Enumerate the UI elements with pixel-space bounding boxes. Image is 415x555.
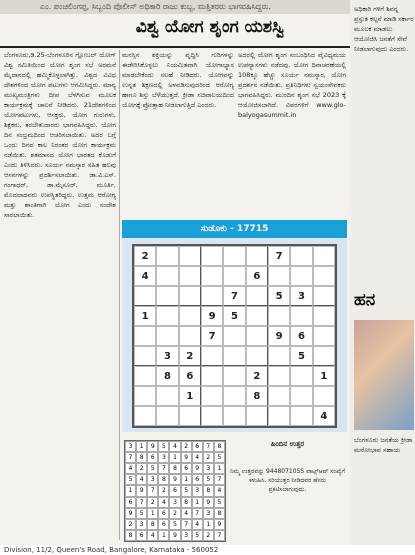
- solution-cell: 3: [181, 530, 192, 541]
- sudoku-cell: 6: [246, 266, 268, 286]
- solution-cell: 4: [169, 441, 180, 452]
- sudoku-cell: 5: [290, 346, 312, 366]
- solution-cell: 2: [125, 519, 136, 530]
- sudoku-cell: [156, 306, 178, 326]
- right-headline: ಹನ: [354, 290, 376, 310]
- solution-cell: 9: [169, 530, 180, 541]
- sudoku-cell: 3: [156, 346, 178, 366]
- solution-cell: 8: [169, 463, 180, 474]
- sudoku-cell: [313, 346, 335, 366]
- solution-cell: 8: [214, 508, 225, 519]
- solution-cell: 3: [147, 474, 158, 485]
- solution-cell: 9: [136, 485, 147, 496]
- solution-cell: 3: [158, 452, 169, 463]
- sudoku-cell: [313, 266, 335, 286]
- sudoku-cell: 7: [268, 246, 290, 266]
- solution-grid: [124, 440, 226, 542]
- solution-cell: 5: [214, 497, 225, 508]
- sudoku-cell: [179, 266, 201, 286]
- sudoku-cell: 2: [179, 346, 201, 366]
- sudoku-cell: [268, 266, 290, 286]
- solution-cell: 9: [169, 474, 180, 485]
- solution-cell: 9: [147, 441, 158, 452]
- sudoku-cell: [290, 366, 312, 386]
- solution-cell: 2: [158, 485, 169, 496]
- sudoku-cell: 1: [313, 366, 335, 386]
- sudoku-cell: [313, 306, 335, 326]
- solution-cell: 6: [169, 485, 180, 496]
- solution-cell: 6: [147, 452, 158, 463]
- sudoku-cell: [223, 386, 245, 406]
- solution-cell: 2: [169, 508, 180, 519]
- right-photo: [354, 320, 414, 430]
- solution-cell: 7: [147, 485, 158, 496]
- solution-cell: 1: [136, 441, 147, 452]
- solution-cell: 3: [169, 497, 180, 508]
- sudoku-cell: [223, 366, 245, 386]
- solution-cell: 8: [203, 485, 214, 496]
- solution-cell: 4: [192, 452, 203, 463]
- sudoku-cell: [134, 366, 156, 386]
- solution-cell: 4: [136, 474, 147, 485]
- solution-cell: 6: [136, 530, 147, 541]
- sudoku-cell: 6: [290, 326, 312, 346]
- sudoku-cell: 3: [290, 286, 312, 306]
- solution-cell: 2: [181, 441, 192, 452]
- solution-cell: 1: [214, 463, 225, 474]
- sudoku-cell: [179, 306, 201, 326]
- solution-cell: 9: [125, 508, 136, 519]
- sudoku-cell: [290, 246, 312, 266]
- sudoku-cell: [268, 306, 290, 326]
- article-column-3: ಅದರಲ್ಲಿ ಯೋಗ ಶೃಂಗ ಸಂಬಂಧಿಸಿದ ವೈವಿಧ್ಯಮಯ ಉಪನ್ಯಾಸಗಳು ನಡೆದವು. ಯೋಗ ದಿನಾಚರಣೆಯಲ್ಲಿ 108ಕ್ಕೂ ಹೆಚ್ಚು ಸೂರ್ಯ ನಮಸ್ಕಾರ, ಯೋಗ ಪ್ರದರ್ಶನ ನಡೆಯಿತು. ಪ್ರತಿನಿಧಿಗಳು ಸ್ವಯಂಸೇವಕರು ಭಾಗವಹಿಸಿದ್ದರು. ಮುಂದಿನ ಶೃಂಗ ಸಭೆ 2023 ಕ್ಕೆ ಆಯೋಜಿಸಲಾಗಿದೆ. ವಿವರಗಳಿಗೆ www.glo-balyogasummit.in: [238, 51, 346, 119]
- solution-cell: 9: [181, 452, 192, 463]
- solution-cell: 2: [203, 452, 214, 463]
- sudoku-cell: 9: [268, 326, 290, 346]
- sudoku-cell: [201, 406, 223, 426]
- solution-cell: 5: [192, 530, 203, 541]
- solution-cell: 9: [203, 497, 214, 508]
- sudoku-cell: [313, 386, 335, 406]
- address-footer: Division, 11/2, Queen's Road, Bangalore, Karnataka - 560052: [0, 545, 415, 555]
- solution-cell: 4: [192, 519, 203, 530]
- sudoku-cell: 7: [223, 286, 245, 306]
- solution-cell: 7: [203, 441, 214, 452]
- sudoku-cell: [156, 246, 178, 266]
- sudoku-cell: [290, 406, 312, 426]
- sudoku-cell: [313, 326, 335, 346]
- solution-cell: 7: [214, 530, 225, 541]
- solution-cell: 6: [181, 463, 192, 474]
- sudoku-cell: [134, 326, 156, 346]
- sudoku-cell: [290, 306, 312, 326]
- sudoku-cell: [223, 326, 245, 346]
- right-column-strip: [350, 0, 415, 545]
- solution-cell: 5: [136, 508, 147, 519]
- column-divider: [119, 50, 120, 540]
- sudoku-cell: [246, 306, 268, 326]
- solution-cell: 9: [192, 463, 203, 474]
- sudoku-cell: [201, 346, 223, 366]
- solution-notes: [230, 440, 345, 540]
- sudoku-cell: [201, 366, 223, 386]
- sudoku-cell: 1: [134, 306, 156, 326]
- sudoku-cell: 9: [201, 306, 223, 326]
- sudoku-cell: [134, 346, 156, 366]
- solution-cell: 8: [125, 530, 136, 541]
- solution-cell: 4: [147, 530, 158, 541]
- top-caption: ಎಂ. ಪಂಚಲಿಂಗಪ್ಪ, ಸಿಬ್ಬಂದಿ ಪೊಲೀಸ್ ಅಧಿಕಾರಿ ರಾಜು ಕುಬ್ಬ, ಮತ್ತಿತರರು ಭಾಗವಹಿಸಿದ್ದರು.: [0, 0, 350, 14]
- sudoku-cell: [268, 346, 290, 366]
- solution-cell: 7: [181, 519, 192, 530]
- sudoku-cell: [179, 326, 201, 346]
- sudoku-cell: 6: [179, 366, 201, 386]
- solution-cell: 5: [158, 441, 169, 452]
- solution-cell: 1: [158, 530, 169, 541]
- sudoku-cell: [223, 406, 245, 426]
- solution-cell: 7: [192, 508, 203, 519]
- sudoku-cell: [246, 326, 268, 346]
- solution-cell: 5: [181, 485, 192, 496]
- solution-cell: 3: [203, 463, 214, 474]
- solution-note: ನಿಮ್ಮ ಉತ್ತರವನ್ನು 9448071055 ವಾಟ್ಸ್ಆಪ್ ಸಂಖ್ಯೆಗೆ ಕಳುಹಿಸಿ. ಸರಿಯುತ್ತರ ನೀಡಿದವರ ಹೆಸರು ಪ್ರಕಟಿಸಲಾಗುವುದು.: [230, 468, 345, 493]
- right-text-top: ಅಧಿಕಾರಿ ಗಳಿಗೆ ಶಿವನ್ನ ಪ್ರಸ್ತುತ ಕಲ್ಪನೆ ಮಾಡಿ ಸರ್ಕಾರ ಮೂಲಕ ಮಾಡಲು ಆಯೋಜಿಸಿ ಜನತೆಗೆ ಸೇವೆ ನೀಡಲಾಗುವುದು ಎಂದರು.: [354, 5, 414, 53]
- solution-cell: 2: [203, 530, 214, 541]
- solution-cell: 1: [203, 519, 214, 530]
- sudoku-cell: 1: [179, 386, 201, 406]
- solution-cell: 7: [158, 463, 169, 474]
- solution-cell: 5: [125, 474, 136, 485]
- solution-cell: 2: [136, 463, 147, 474]
- sudoku-cell: [268, 366, 290, 386]
- solution-cell: 1: [169, 452, 180, 463]
- solution-cell: 5: [203, 474, 214, 485]
- solution-cell: 8: [147, 519, 158, 530]
- sudoku-cell: [156, 266, 178, 286]
- sudoku-cell: [268, 386, 290, 406]
- solution-cell: 4: [214, 485, 225, 496]
- sudoku-grid: [132, 244, 337, 428]
- sudoku-cell: [201, 286, 223, 306]
- solution-cell: 3: [125, 441, 136, 452]
- article-headline: ವಿಶ್ವ ಯೋಗ ಶೃಂಗ ಯಶಸ್ವಿ: [135, 17, 285, 37]
- sudoku-cell: [290, 386, 312, 406]
- solution-cell: 1: [192, 497, 203, 508]
- solution-cell: 5: [147, 463, 158, 474]
- sudoku-cell: 2: [134, 246, 156, 266]
- right-text-bottom: ಬೆಂಗಳೂರು ಜನತೆಯ ಕ್ರೀಡಾ ಮನೋಭಾವ ಸಹಾಯ: [354, 436, 413, 454]
- solution-cell: 6: [192, 441, 203, 452]
- solution-cell: 3: [136, 519, 147, 530]
- sudoku-cell: [246, 246, 268, 266]
- solution-cell: 6: [158, 519, 169, 530]
- sudoku-cell: [223, 266, 245, 286]
- sudoku-cell: [134, 406, 156, 426]
- sudoku-cell: 2: [246, 366, 268, 386]
- article-column-2: ಮನಸ್ಸಿನ ಶಕ್ತಿಯನ್ನು ವೃದ್ಧಿಸಿ ಗುರಿಗಳನ್ನು ಈಡೇರಿಸಿಕೊಳ್ಳಲು ನಿಯಮಿತವಾಗಿ ಯೋಗಾಭ್ಯಾಸ ಮಾಡಬೇಕೆಂದು ಸಲಹೆ ನೀಡಿದರು. ಯೋಗವನ್ನು ಉನ್ನತ ಶಿಕ್ಷಣದಲ್ಲಿ ಅಳವಡಿಸುವುದರಿಂದ ಆರೋಗ್ಯ ಹಾಗೂ ಶಿಸ್ತು ಬೆಳೆಯುತ್ತದೆ. ಕ್ರೀಡಾ ಸಚಿವಾಲಯದಿಂದ ಯೋಗಕ್ಕೆ ಪ್ರೋತ್ಸಾಹ ನೀಡಲಾಗುತ್ತಿದೆ ಎಂದರು.: [122, 51, 234, 109]
- sudoku-cell: [246, 286, 268, 306]
- solution-cell: 8: [214, 441, 225, 452]
- solution-cell: 9: [214, 519, 225, 530]
- sudoku-title: ಸುಡೊಕು - 17715: [122, 220, 347, 238]
- sudoku-cell: [156, 286, 178, 306]
- solution-cell: 5: [214, 452, 225, 463]
- sudoku-cell: [223, 246, 245, 266]
- sudoku-cell: [246, 346, 268, 366]
- sudoku-cell: 8: [246, 386, 268, 406]
- sudoku-cell: [156, 406, 178, 426]
- article-column-1: ಬೆಂಗಳೂರು,ಡಿ.25-ಬೆಂಗಳೂರಿನ ಗ್ಲೋಬಲ್ ಯೋಗ್ ವಿಶ್ವ ಸಮಿತಿಯಿಂದ ಯೋಗ ಶೃಂಗ ಸಭೆ ಅರಮನೆ ಮೈದಾನದಲ್ಲಿ ಹಮ್ಮಿಕೊಳ್ಳಲಾಗಿತ್ತು. ವಿಶ್ವದ ವಿವಿಧ ದೇಶಗಳಿಂದ ಯೋಗ ಪಟುಗಳು ಆಗಮಿಸಿದ್ದರು. ಮಾನ್ಯ ಮುಖ್ಯಮಂತ್ರಿಗಳು ದೀಪ ಬೆಳಗಿಸುವ ಮೂಲಕ ಕಾರ್ಯಕ್ರಮಕ್ಕೆ ಚಾಲನೆ ನೀಡಿದರು. 21ದೇಶಗಳಿಂದ ಯೋಗಪಟುಗಳು, ಆಸಕ್ತರು, ಯೋಗ ಗುರುಗಳು, ಶಿಕ್ಷಕರು, ತರಬೇತುದಾರರು ಭಾಗವಹಿಸಿದ್ದರು. ಯೋಗ ದಿನ ಸಂಭ್ರಮದಿಂದ ಆಚರಿಸಲಾಯಿತು. ಅದರ ಬಗ್ಗೆ ಒಂದು ದಿನದ ಕಾಲ ನಿರಂತರ ಯೋಗ ಕಾರ್ಯಕ್ರಮ ನಡೆಯಿತು. ಶತಮಾನದ ಯೋಗ ಭಾರತದ ಕೊಡುಗೆ ಎಂದು ತಿಳಿಸಿದರು. ಸೂರ್ಯ ನಮಸ್ಕಾರ ಸಹಿತ ಹಲವು ಆಸನಗಳನ್ನು ಪ್ರದರ್ಶಿಸಲಾಯಿತು. ಡಾ.ವಿ.ಎಸ್. ಗಂಗಾಧರ್, ಡಾ.ಮೈಸೂರ್, ಮೂರ್ತಿ, ಮೊದಲಾದವರು ಉಪಸ್ಥಿತರಿದ್ದರು. ಉತ್ತಮ ಆರೋಗ್ಯ ಮತ್ತು ಶಾಂತಿಗಾಗಿ ಯೋಗ ಎಂದು ಸಂದೇಶ ಸಾರಲಾಯಿತು.: [4, 51, 116, 219]
- sudoku-cell: [156, 326, 178, 346]
- solution-cell: 7: [136, 497, 147, 508]
- sudoku-cell: [201, 266, 223, 286]
- sudoku-cell: [313, 246, 335, 266]
- sudoku-cell: [156, 386, 178, 406]
- sudoku-cell: [134, 286, 156, 306]
- sudoku-cell: [223, 346, 245, 366]
- solution-cell: 1: [125, 485, 136, 496]
- solution-cell: 6: [192, 474, 203, 485]
- solution-cell: 6: [158, 508, 169, 519]
- solution-cell: 1: [181, 474, 192, 485]
- sudoku-cell: 5: [268, 286, 290, 306]
- solution-cell: 3: [192, 485, 203, 496]
- solution-cell: 5: [169, 519, 180, 530]
- sudoku-cell: [313, 286, 335, 306]
- sudoku-cell: 7: [201, 326, 223, 346]
- solution-cell: 6: [125, 497, 136, 508]
- solution-cell: 7: [125, 452, 136, 463]
- solution-cell: 8: [181, 497, 192, 508]
- sudoku-cell: [201, 386, 223, 406]
- sudoku-box: [122, 220, 347, 432]
- sudoku-cell: 5: [223, 306, 245, 326]
- sudoku-cell: [179, 406, 201, 426]
- sudoku-cell: 8: [156, 366, 178, 386]
- sudoku-cell: [134, 386, 156, 406]
- sudoku-cell: [290, 266, 312, 286]
- solution-cell: 3: [203, 508, 214, 519]
- solution-cell: 1: [147, 508, 158, 519]
- solution-cell: 4: [158, 497, 169, 508]
- solution-cell: 8: [158, 474, 169, 485]
- solution-cell: 4: [125, 463, 136, 474]
- solution-label: ಹಿಂದಿನ ಉತ್ತರ: [270, 440, 305, 448]
- solution-cell: 8: [136, 452, 147, 463]
- sudoku-cell: 4: [313, 406, 335, 426]
- sudoku-cell: [246, 406, 268, 426]
- sudoku-cell: 4: [134, 266, 156, 286]
- solution-cell: 7: [214, 474, 225, 485]
- sudoku-cell: [179, 246, 201, 266]
- solution-cell: 4: [181, 508, 192, 519]
- solution-cell: 2: [147, 497, 158, 508]
- headline-rule: [0, 46, 350, 48]
- sudoku-cell: [268, 406, 290, 426]
- sudoku-cell: [179, 286, 201, 306]
- sudoku-cell: [201, 246, 223, 266]
